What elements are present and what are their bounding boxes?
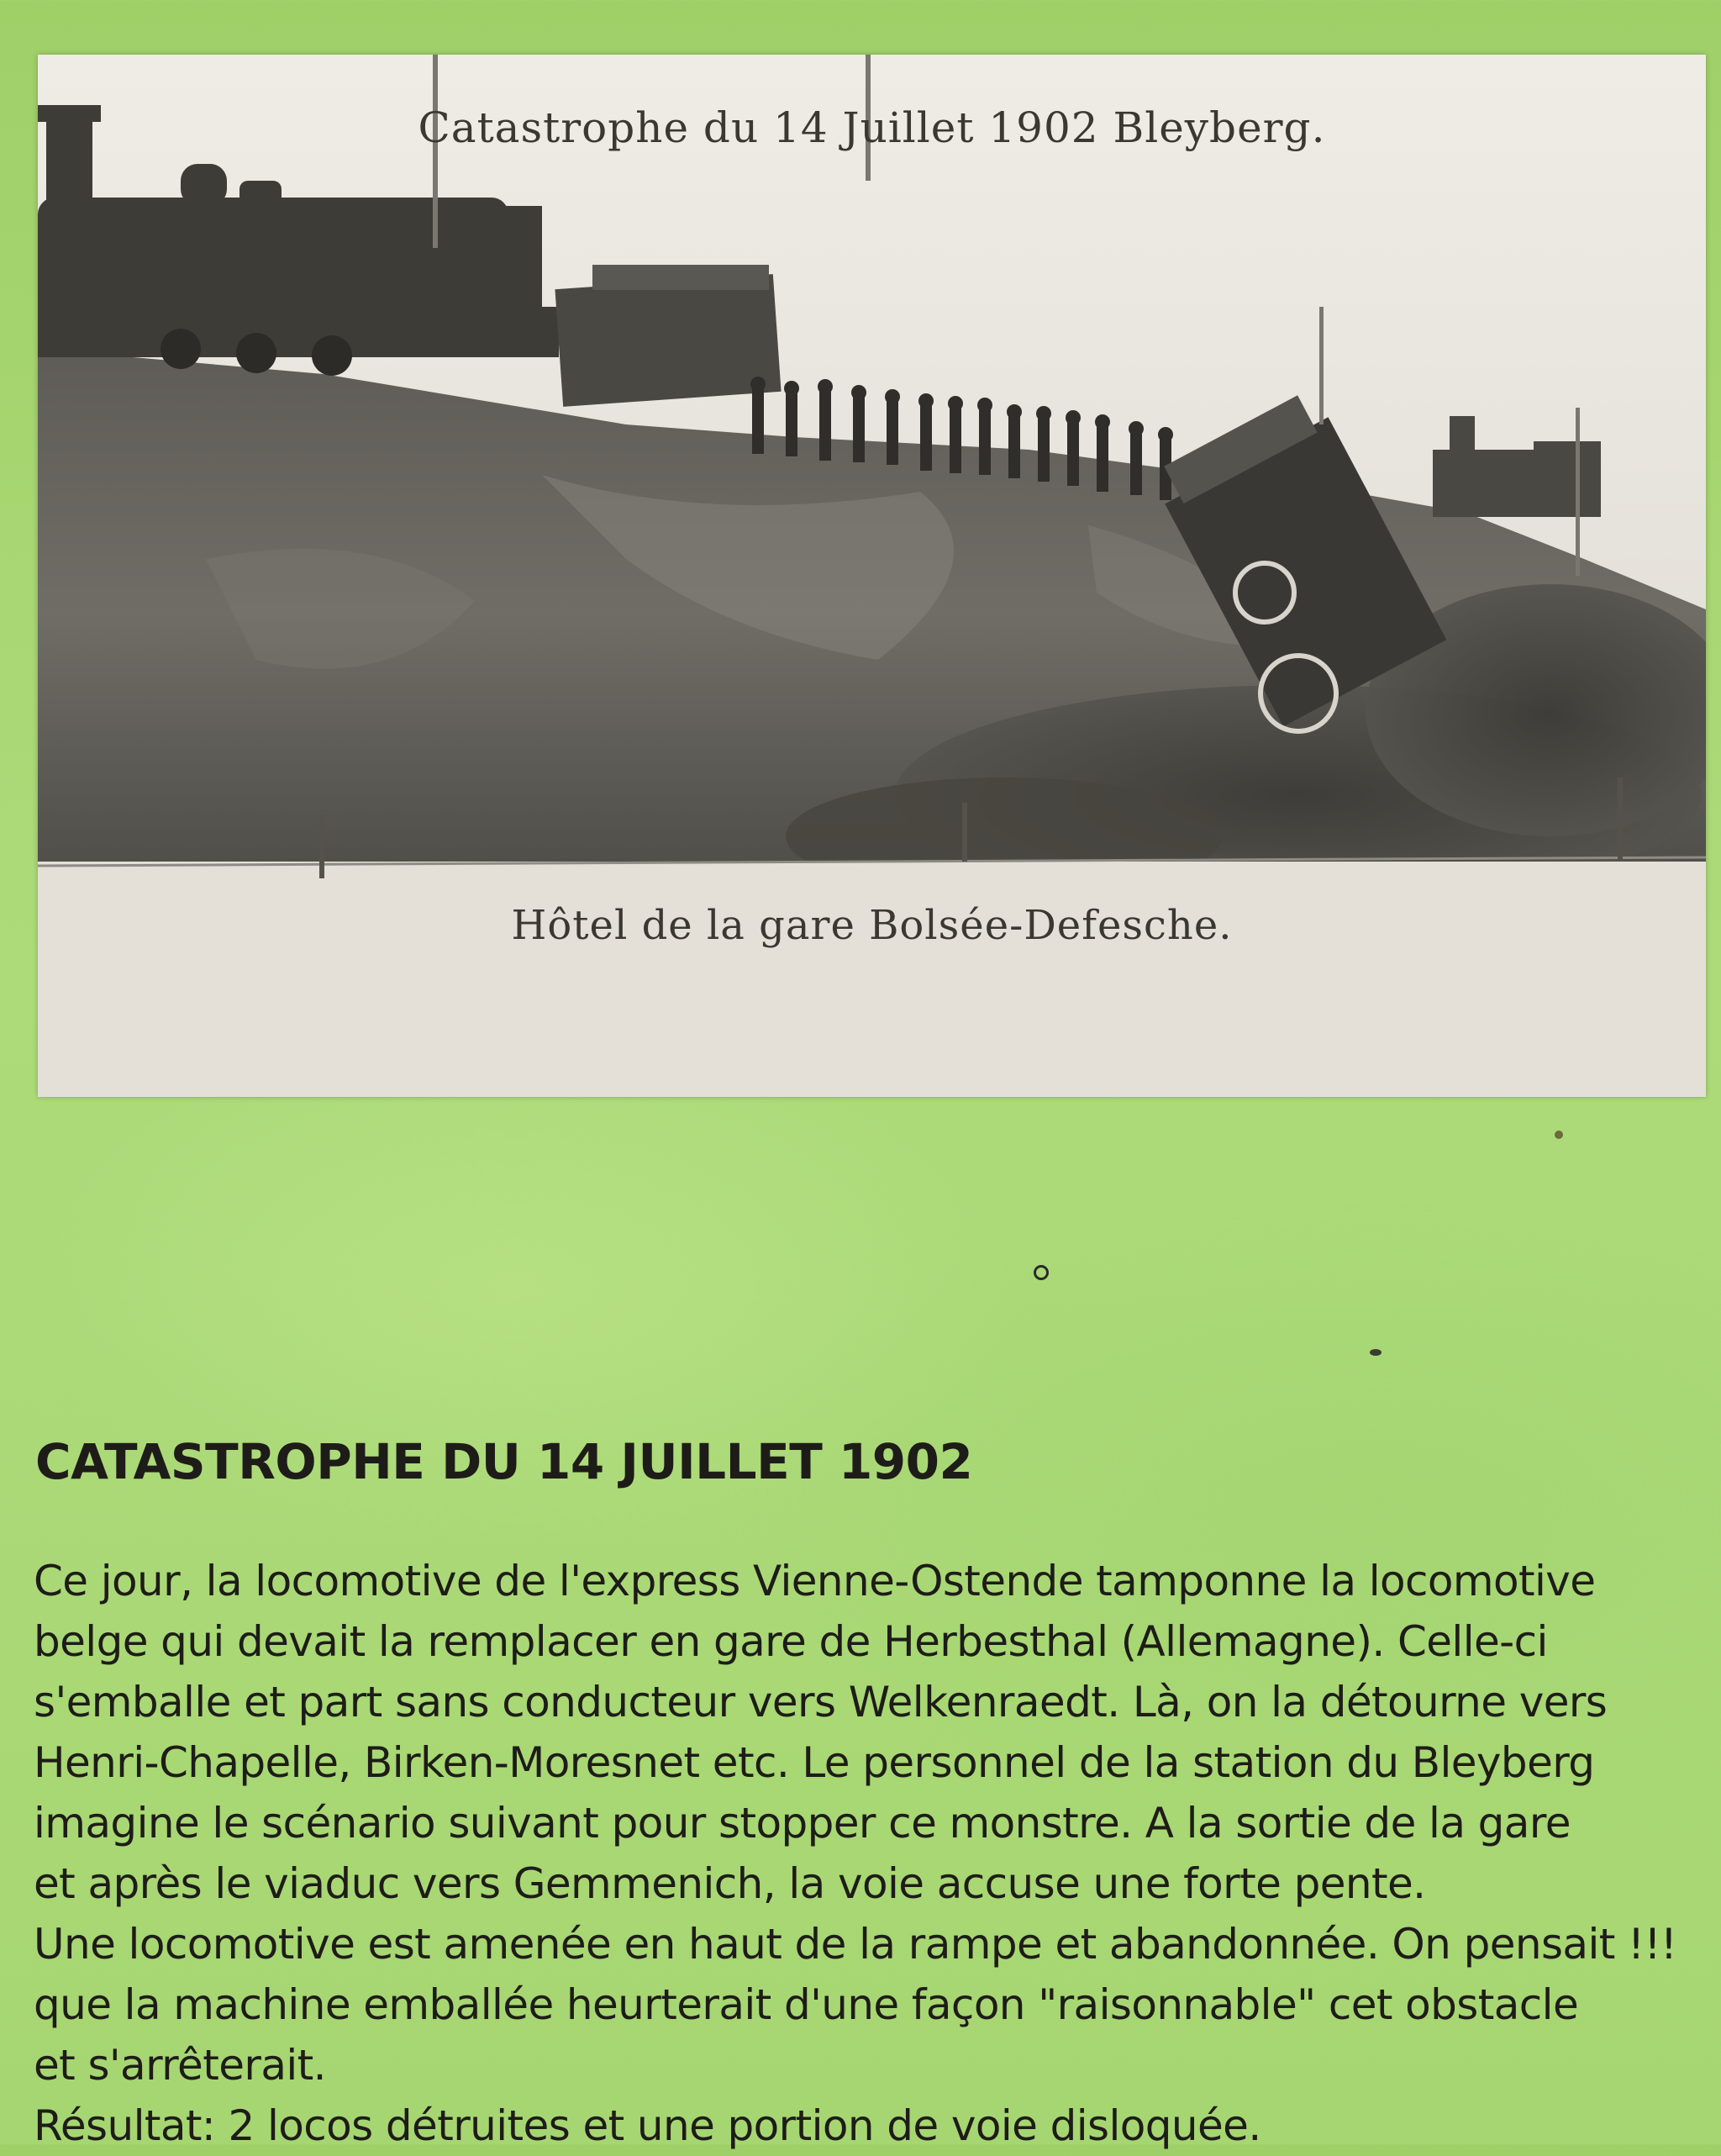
body-line: imagine le scénario suivant pour stopper ce monstre. A la sortie de la gare: [34, 1799, 1571, 1848]
body-line: et s'arrêterait.: [34, 2041, 326, 2090]
body-line: belge qui devait la remplacer en gare de Herbesthal (Allemagne). Celle-ci: [34, 1617, 1548, 1666]
panel-speck: [1370, 1349, 1382, 1356]
historic-postcard-photo: [38, 55, 1706, 1097]
body-line: s'emballe et part sans conducteur vers Welkenraedt. Là, on la détourne vers: [34, 1678, 1608, 1726]
panel-speck: [1555, 1131, 1563, 1139]
body-line: Une locomotive est amenée en haut de la rampe et abandonnée. On pensait !!!: [34, 1920, 1677, 1969]
body-line: et après le viaduc vers Gemmenich, la voie accuse une forte pente.: [34, 1859, 1426, 1908]
panel-heading: CATASTROPHE DU 14 JUILLET 1902: [35, 1433, 973, 1490]
body-line: Henri-Chapelle, Birken-Moresnet etc. Le personnel de la station du Bleyberg: [34, 1738, 1595, 1787]
photo-caption-top: Catastrophe du 14 Juillet 1902 Bleyberg.: [418, 103, 1326, 152]
body-line: Résultat: 2 locos détruites et une portion de voie disloquée.: [34, 2101, 1261, 2150]
photo-caption-bottom: Hôtel de la gare Bolsée-Defesche.: [511, 902, 1233, 949]
panel-speck: [1034, 1265, 1049, 1280]
panel-body-text: [34, 1551, 1714, 2156]
body-line: Ce jour, la locomotive de l'express Vienne-Ostende tamponne la locomotive: [34, 1557, 1596, 1605]
body-line: que la machine emballée heurterait d'une façon "raisonnable" cet obstacle: [34, 1980, 1579, 2029]
